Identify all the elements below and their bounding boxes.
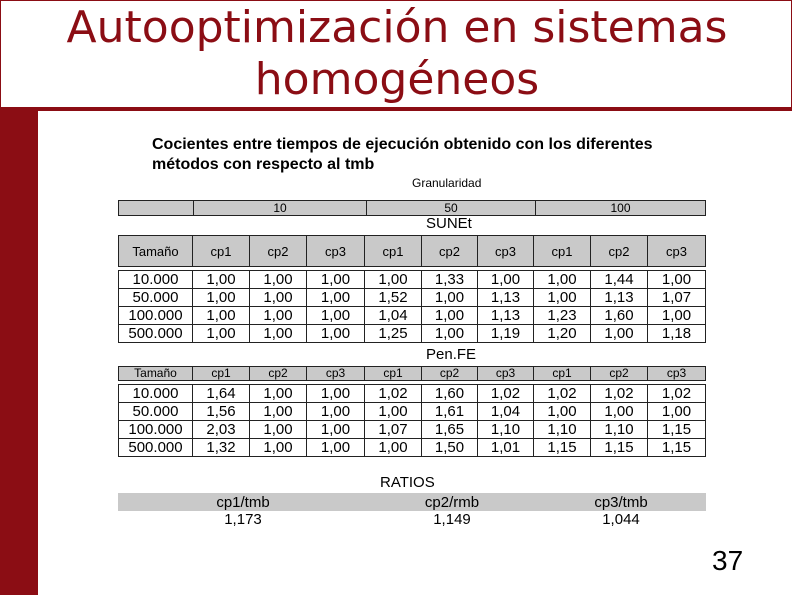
sunet-value-cell: 1,00: [250, 289, 307, 307]
table-row: [119, 271, 706, 289]
granularidad-cell: 10: [194, 201, 367, 216]
sunet-value-cell: 1,13: [478, 307, 534, 325]
sunet-value-cell: 1,00: [307, 289, 365, 307]
penfe-value-cell: 1,00: [307, 439, 365, 457]
penfe-value-cell: 1,07: [365, 421, 422, 439]
page-number: 37: [712, 545, 744, 576]
penfe-value-cell: 1,10: [591, 421, 648, 439]
penfe-value-cell: 1,00: [250, 421, 307, 439]
sunet-header-cell: cp1: [365, 236, 422, 267]
table-row: [119, 403, 706, 421]
sunet-table: [118, 235, 706, 343]
penfe-value-cell: 1,15: [648, 421, 706, 439]
granularidad-row: [119, 201, 706, 216]
penfe-value-cell: 1,60: [422, 385, 478, 403]
penfe-header-cell: cp2: [422, 367, 478, 381]
sunet-header-cell: cp1: [534, 236, 591, 267]
sunet-value-cell: 1,00: [591, 325, 648, 343]
sunet-value-cell: 1,00: [250, 307, 307, 325]
left-accent-bar: [0, 110, 38, 595]
sunet-value-cell: 1,44: [591, 271, 648, 289]
penfe-size-cell: 10.000: [119, 385, 193, 403]
sunet-value-cell: 1,00: [307, 325, 365, 343]
sunet-value-cell: 1,00: [648, 307, 706, 325]
sunet-value-cell: 1,00: [534, 271, 591, 289]
penfe-header-cell: cp3: [478, 367, 534, 381]
penfe-header-cell: cp2: [250, 367, 307, 381]
intro-line-1: Cocientes entre tiempos de ejecución obtenido con los diferentes: [152, 136, 653, 153]
penfe-header-cell: cp2: [591, 367, 648, 381]
sunet-size-cell: 100.000: [119, 307, 193, 325]
penfe-value-cell: 2,03: [193, 421, 250, 439]
sunet-value-cell: 1,00: [307, 307, 365, 325]
penfe-value-cell: 1,50: [422, 439, 478, 457]
sunet-caption: SUNEt: [426, 215, 472, 232]
penfe-value-cell: 1,00: [250, 439, 307, 457]
penfe-value-cell: 1,00: [534, 403, 591, 421]
sunet-value-cell: 1,00: [478, 271, 534, 289]
penfe-value-cell: 1,02: [478, 385, 534, 403]
sunet-value-cell: 1,00: [250, 271, 307, 289]
sunet-value-cell: 1,00: [534, 289, 591, 307]
sunet-value-cell: 1,07: [648, 289, 706, 307]
ratios-header-cell: cp3/tmb: [536, 493, 706, 511]
penfe-value-cell: 1,02: [591, 385, 648, 403]
penfe-value-cell: 1,02: [365, 385, 422, 403]
sunet-header-cell: Tamaño: [119, 236, 193, 267]
sunet-value-cell: 1,00: [648, 271, 706, 289]
penfe-value-cell: 1,02: [648, 385, 706, 403]
penfe-value-cell: 1,00: [648, 403, 706, 421]
sunet-value-cell: 1,00: [365, 271, 422, 289]
penfe-value-cell: 1,00: [591, 403, 648, 421]
penfe-value-cell: 1,15: [648, 439, 706, 457]
sunet-value-cell: 1,00: [250, 325, 307, 343]
sunet-header-cell: cp2: [591, 236, 648, 267]
granularidad-blank-cell: [119, 201, 194, 216]
penfe-value-cell: 1,00: [250, 385, 307, 403]
ratios-header-cell: cp2/rmb: [368, 493, 536, 511]
sunet-value-cell: 1,13: [591, 289, 648, 307]
penfe-caption: Pen.FE: [426, 346, 477, 363]
sunet-value-cell: 1,00: [422, 325, 478, 343]
sunet-value-cell: 1,18: [648, 325, 706, 343]
penfe-header-row: [119, 367, 706, 381]
sunet-value-cell: 1,04: [365, 307, 422, 325]
sunet-value-cell: 1,60: [591, 307, 648, 325]
penfe-header-cell: cp1: [193, 367, 250, 381]
sunet-size-cell: 10.000: [119, 271, 193, 289]
ratios-table: [118, 493, 706, 528]
penfe-header-cell: cp1: [534, 367, 591, 381]
sunet-value-cell: 1,33: [422, 271, 478, 289]
penfe-value-cell: 1,00: [250, 403, 307, 421]
sunet-header-cell: cp2: [250, 236, 307, 267]
penfe-size-cell: 100.000: [119, 421, 193, 439]
ratios-value-cell: 1,149: [368, 511, 536, 528]
sunet-value-cell: 1,52: [365, 289, 422, 307]
penfe-header-cell: Tamaño: [119, 367, 193, 381]
sunet-header-row: [119, 236, 706, 267]
penfe-value-cell: 1,56: [193, 403, 250, 421]
sunet-header-cell: cp1: [193, 236, 250, 267]
sunet-value-cell: 1,20: [534, 325, 591, 343]
penfe-value-cell: 1,00: [307, 421, 365, 439]
sunet-header-cell: cp3: [648, 236, 706, 267]
ratios-value-cell: 1,044: [536, 511, 706, 528]
penfe-value-cell: 1,02: [534, 385, 591, 403]
sunet-value-cell: 1,00: [193, 289, 250, 307]
sunet-header-cell: cp2: [422, 236, 478, 267]
penfe-value-cell: 1,00: [307, 385, 365, 403]
table-row: [119, 421, 706, 439]
intro-text: [152, 135, 752, 175]
granularidad-cell: 50: [367, 201, 536, 216]
sunet-size-cell: 500.000: [119, 325, 193, 343]
sunet-value-cell: 1,00: [422, 307, 478, 325]
table-row: [119, 439, 706, 457]
ratios-value-cell: 1,173: [118, 511, 368, 528]
table-row: [119, 307, 706, 325]
penfe-value-cell: 1,61: [422, 403, 478, 421]
penfe-header-cell: cp1: [365, 367, 422, 381]
penfe-value-cell: 1,32: [193, 439, 250, 457]
ratios-header-cell: cp1/tmb: [118, 493, 368, 511]
table-row: [119, 385, 706, 403]
sunet-value-cell: 1,25: [365, 325, 422, 343]
sunet-size-cell: 50.000: [119, 289, 193, 307]
sunet-value-cell: 1,00: [193, 307, 250, 325]
sunet-header-cell: cp3: [478, 236, 534, 267]
table-row: [119, 289, 706, 307]
penfe-value-cell: 1,00: [365, 439, 422, 457]
slide-title-line-1: Autooptimización en sistemas: [66, 2, 728, 53]
ratios-header-row: [118, 493, 706, 511]
penfe-value-cell: 1,64: [193, 385, 250, 403]
sunet-value-cell: 1,00: [193, 325, 250, 343]
sunet-header-cell: cp3: [307, 236, 365, 267]
table-row: [119, 325, 706, 343]
intro-line-2: métodos con respecto al tmb: [152, 156, 375, 173]
penfe-value-cell: 1,65: [422, 421, 478, 439]
penfe-value-cell: 1,00: [365, 403, 422, 421]
penfe-value-cell: 1,00: [307, 403, 365, 421]
sunet-value-cell: 1,00: [193, 271, 250, 289]
slide-title-line-2: homogéneos: [254, 54, 540, 105]
penfe-size-cell: 500.000: [119, 439, 193, 457]
penfe-table: [118, 366, 706, 457]
penfe-value-cell: 1,10: [534, 421, 591, 439]
granularidad-cell: 100: [536, 201, 706, 216]
sunet-value-cell: 1,00: [307, 271, 365, 289]
penfe-value-cell: 1,15: [534, 439, 591, 457]
penfe-value-cell: 1,10: [478, 421, 534, 439]
penfe-header-cell: cp3: [648, 367, 706, 381]
sunet-value-cell: 1,23: [534, 307, 591, 325]
penfe-value-cell: 1,15: [591, 439, 648, 457]
sunet-value-cell: 1,19: [478, 325, 534, 343]
penfe-value-cell: 1,01: [478, 439, 534, 457]
sunet-value-cell: 1,13: [478, 289, 534, 307]
penfe-size-cell: 50.000: [119, 403, 193, 421]
granularidad-caption: Granularidad: [412, 176, 482, 190]
ratios-value-row: [118, 511, 706, 528]
penfe-value-cell: 1,04: [478, 403, 534, 421]
sunet-value-cell: 1,00: [422, 289, 478, 307]
penfe-header-cell: cp3: [307, 367, 365, 381]
granularidad-table: [118, 200, 706, 216]
ratios-caption: RATIOS: [380, 474, 435, 491]
